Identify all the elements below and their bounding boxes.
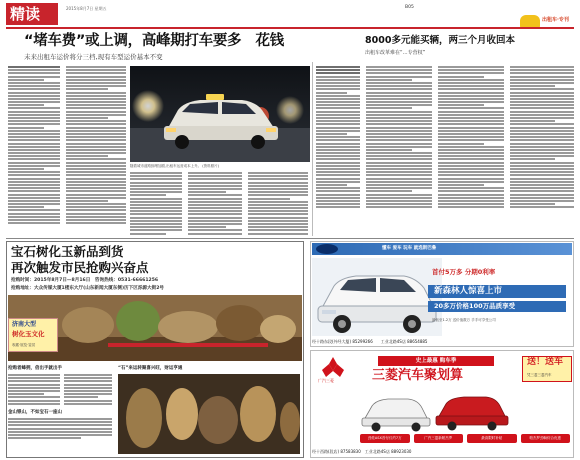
header-rule <box>6 27 574 29</box>
side-headline: 8000多元能买辆，两三个月收回本 <box>365 35 515 46</box>
header-right <box>405 3 575 13</box>
jade-ad-gallery <box>118 374 300 454</box>
brand-badge-text: 出租车·专刊 <box>542 17 569 23</box>
date-edition: 2015年8月7日 星期五 <box>66 6 107 11</box>
jade-badge-line-1: 济南大型 <box>12 321 37 328</box>
article-column-1 <box>8 66 60 224</box>
article-column-3 <box>130 172 182 235</box>
mitsubishi-send-box <box>522 356 572 382</box>
jade-ad-title-2: 再次触发市民抢购兴奋点 <box>11 260 149 275</box>
side-subhead: 出租车改革难在“…专营权” <box>365 50 426 56</box>
article-column-8 <box>438 66 504 208</box>
mitsubishi-brand: 广汽三菱 <box>318 378 334 383</box>
jade-ad-title-1: 宝石树化玉新品到货 <box>11 244 124 259</box>
mitsubishi-offer-3: 最高限时补贴 <box>467 434 517 443</box>
three-diamonds-icon <box>316 356 350 378</box>
jade-badge-line-2: 树化玉文化 <box>12 330 45 338</box>
jade-ad-address: 抢购地址：大众传媒大厦1楼东大厅(山东新闻大厦东侧)历下区泺源大街2号 <box>11 286 165 291</box>
article-column-7 <box>366 66 432 208</box>
article-column-4 <box>188 172 242 235</box>
jade-ad-subhead-3: “石”来运转聚喜兴旺，财运亨通 <box>118 366 183 371</box>
main-headline: “堵车费”或上调，高峰期打车要多 花钱 <box>24 33 284 49</box>
subaru-car-image <box>312 258 442 336</box>
jade-ad-text-1 <box>8 374 60 405</box>
subaru-price: 20多万价格100万品质享受 <box>428 301 566 312</box>
jade-ad-subhead-2: 金山银山，不如宝石一座山 <box>8 410 62 415</box>
mitsubishi-offer-buttons <box>360 434 570 444</box>
subaru-fine-print: 最低至1.2万 送价值数万 手手可享受公司 <box>432 318 496 322</box>
jade-ad-text-2 <box>64 374 112 405</box>
article-column-5 <box>248 172 308 235</box>
jade-ad-subhead-1: 抢购者蜂拥，倍出手就出手 <box>8 366 62 371</box>
photo-caption: 随着城市道路拥堵加剧,出租车运营成本上升。 (资料照片) <box>130 164 219 168</box>
jade-ad-badge <box>8 318 58 352</box>
jade-gallery-art <box>118 374 300 454</box>
taxi-photo-art <box>130 66 310 162</box>
jade-ad-text-3 <box>8 418 112 439</box>
jade-badge-line-3: 收藏·展览·鉴赏 <box>12 343 36 347</box>
mitsubishi-banner: 史上最惠 购车季 <box>378 356 494 366</box>
mitsubishi-offer-2: 广汽三菱新帕杰罗 <box>414 434 464 443</box>
mitsubishi-title: 三菱汽车聚划算 <box>372 368 464 383</box>
mitsubishi-send-sub: 凭三菱三菱汽车 <box>527 373 552 377</box>
mitsubishi-cars-art <box>360 386 510 432</box>
subaru-title: 新森林人惊喜上市 <box>428 285 566 298</box>
article-column-2 <box>66 66 126 224</box>
page-number: B05 <box>405 5 414 11</box>
section-label: 精读 <box>6 3 58 25</box>
subaru-strip <box>312 243 572 255</box>
column-divider <box>312 62 313 236</box>
mitsubishi-logo-icon <box>316 356 350 378</box>
taxi-photo <box>130 66 310 162</box>
mitsubishi-send-title: 送！送车 <box>527 357 564 367</box>
article-column-6 <box>316 66 360 208</box>
main-subhead: 未来出租车运价将分三档,现有车型运价基本不变 <box>24 53 163 61</box>
subaru-offer: 首付5万多 分期0利率 <box>432 268 496 276</box>
mitsubishi-cars-image <box>360 386 510 432</box>
ad-divider <box>6 238 574 239</box>
suv-art <box>312 258 442 336</box>
article-column-9 <box>510 66 574 208</box>
subaru-logo-icon <box>316 244 338 254</box>
subaru-footer: 经十路东段(外经大厦) 85299266 工业北路4S店 88654885 <box>312 339 428 344</box>
jade-ad-dates: 抢购时间：2015年8月7日—8月16日 咨询热线：0531-66661256 <box>11 278 159 283</box>
subaru-tagline: 懂车 爱车 玩车 就选斯巴鲁 <box>382 246 437 251</box>
mitsubishi-offer-1: 劲炫ASX首付仅约7万 <box>360 434 410 443</box>
mitsubishi-footer: 经十西路(段店) 87583830 工业北路4S店 88923030 <box>312 449 412 454</box>
mitsubishi-offer-4: 帕杰罗劲畅综合优惠 <box>521 434 571 443</box>
